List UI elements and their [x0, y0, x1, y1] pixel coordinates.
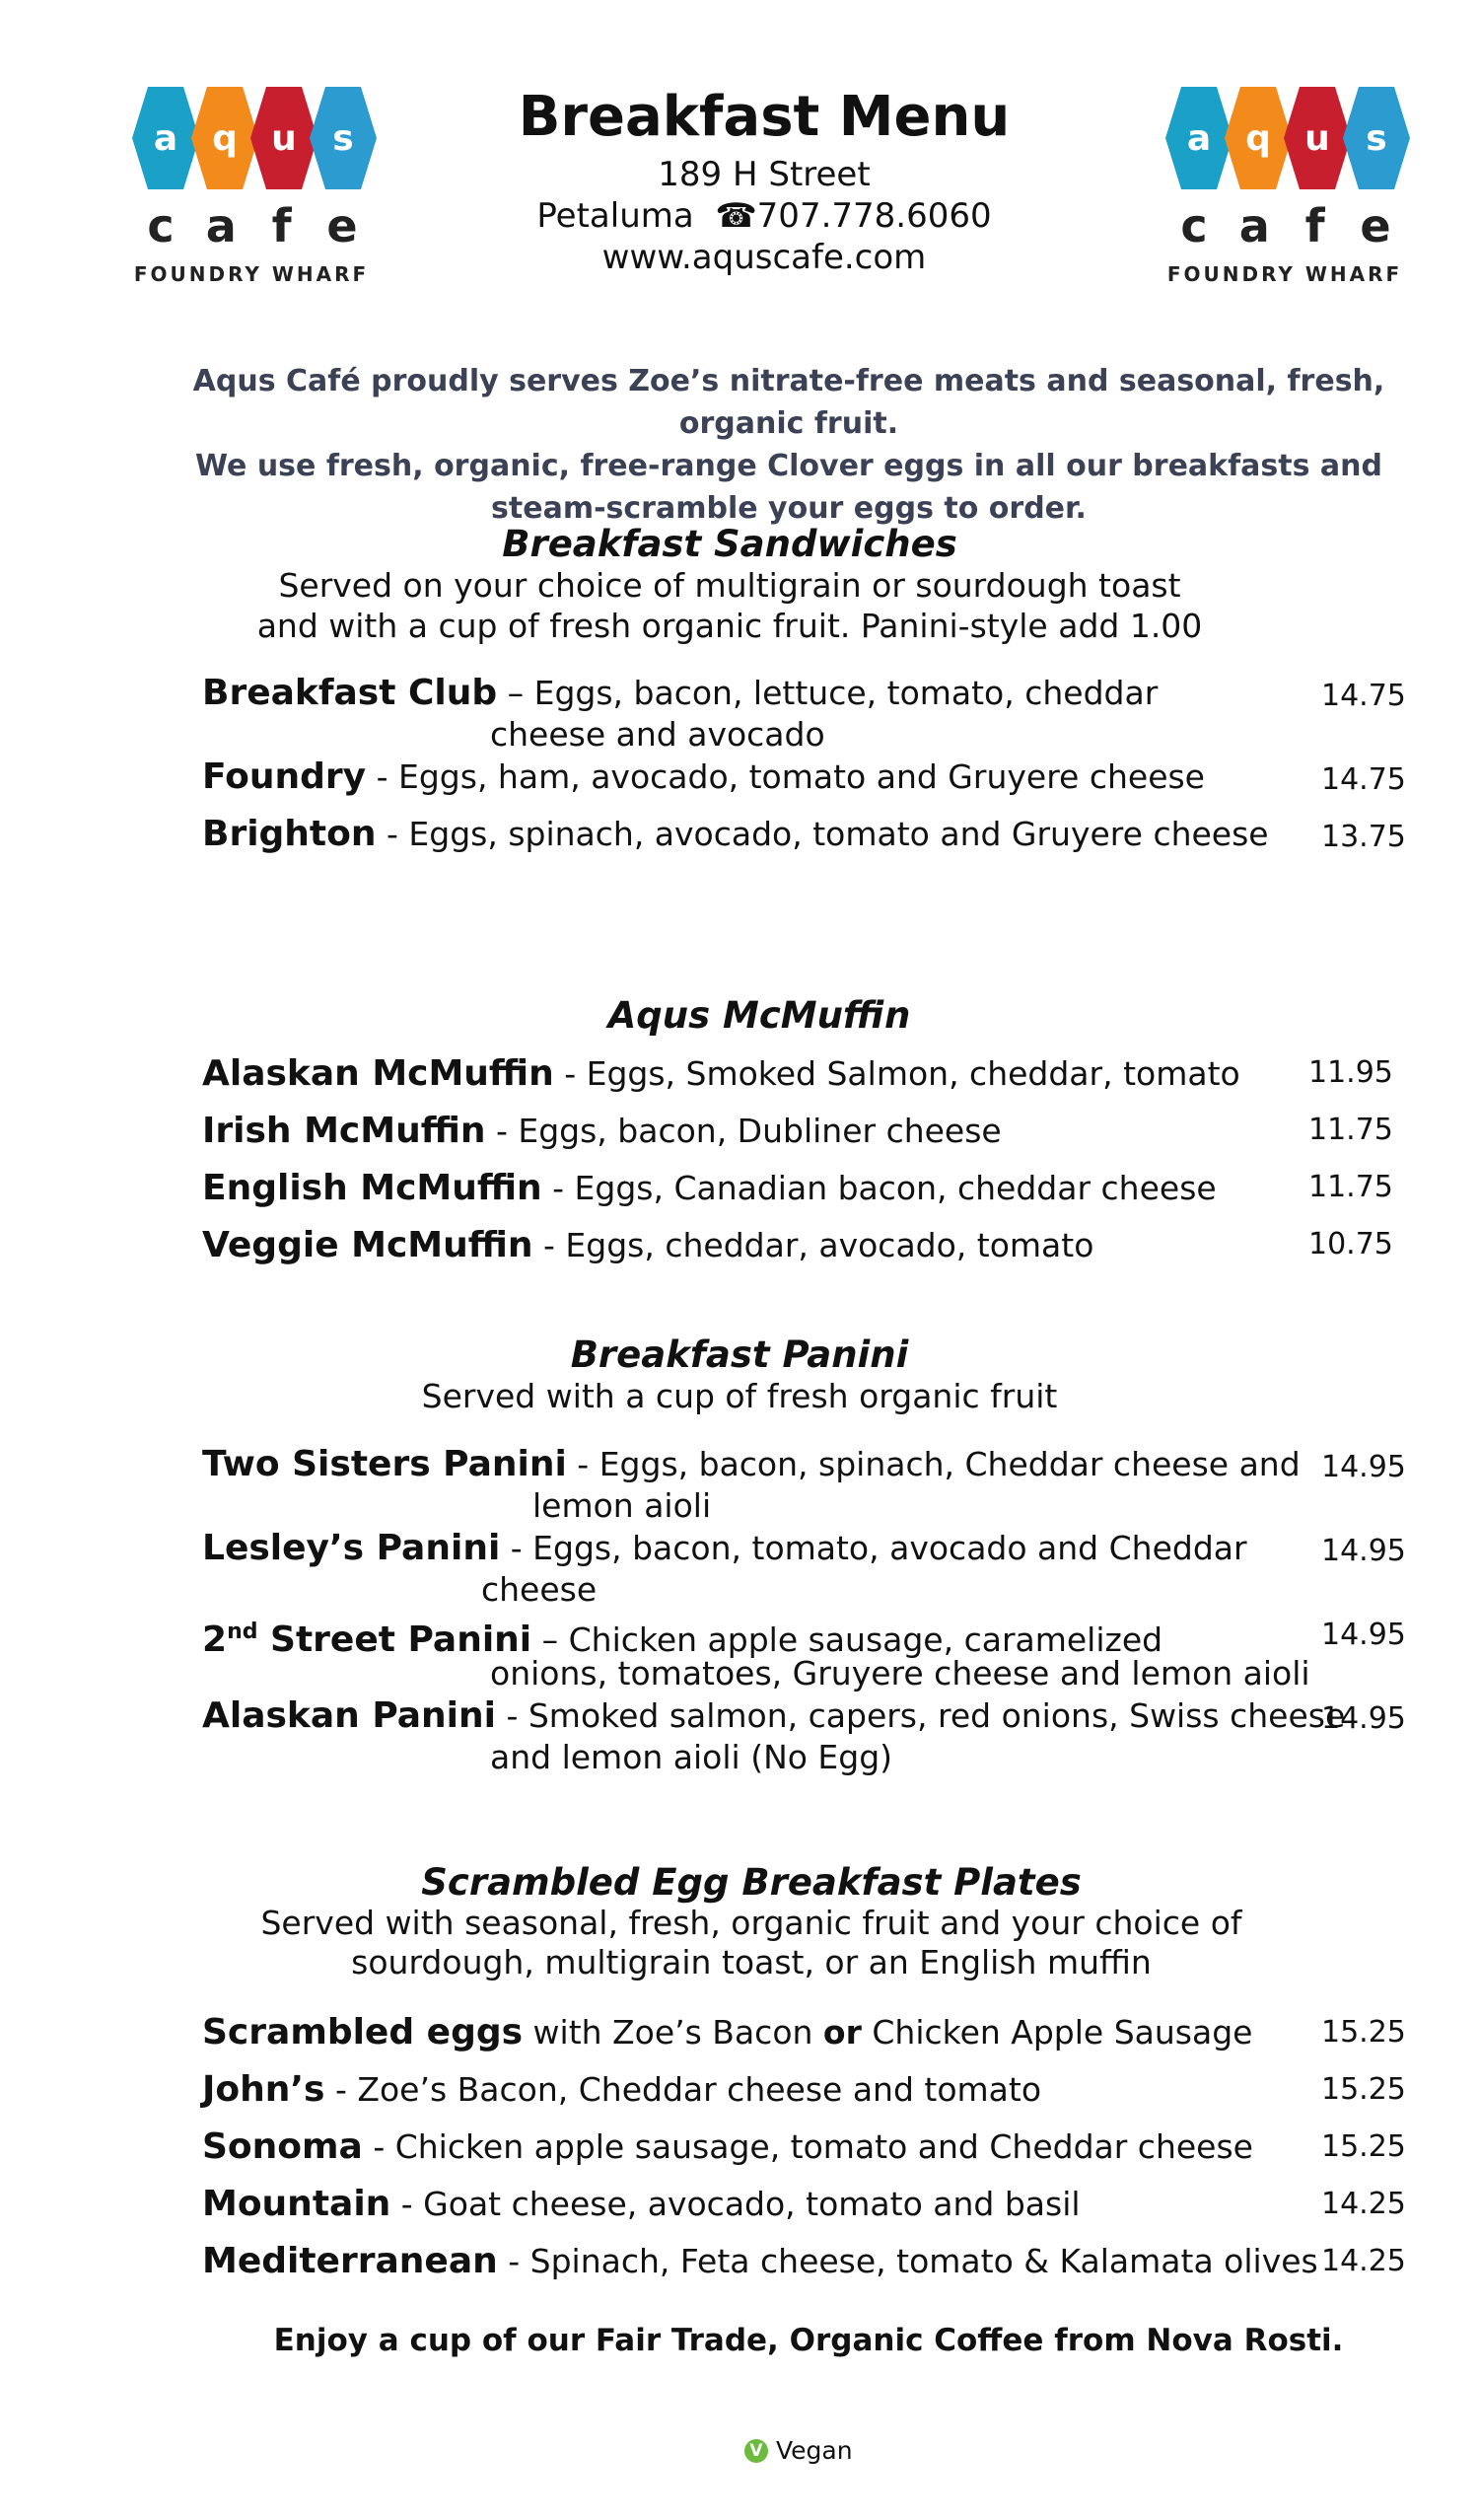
item-desc: - Eggs, Smoked Salmon, cheddar, tomato: [553, 1054, 1240, 1093]
item-price: 11.95: [1308, 1055, 1393, 1090]
svg-text:q: q: [1245, 118, 1271, 159]
coffee-note: Enjoy a cup of our Fair Trade, Organic Coffee from Nova Rosti.: [273, 2323, 1344, 2358]
item-price: 10.75: [1308, 1227, 1393, 1261]
website-link[interactable]: www.aquscafe.com: [601, 238, 927, 277]
menu-item: [202, 2185, 1081, 2224]
menu-item: [202, 2013, 1252, 2052]
menu-item: [202, 1054, 1240, 1094]
section-sub: Served on your choice of multigrain or sourdough toast: [278, 566, 1181, 605]
city-phone: [444, 196, 1085, 236]
item-desc: - Goat cheese, avocado, tomato and basil: [390, 2185, 1081, 2223]
page-title: Breakfast Menu: [518, 85, 1011, 149]
item-desc: - Zoe’s Bacon, Cheddar cheese and tomato: [324, 2070, 1042, 2109]
item-name: Veggie McMuffin: [202, 1225, 533, 1265]
street-address: 189 H Street: [658, 155, 871, 194]
item-desc: - Eggs, spinach, avocado, tomato and Gruyere cheese: [376, 815, 1269, 853]
vegan-legend: [744, 2436, 853, 2465]
logo-hexagons: [118, 79, 385, 197]
menu-item: [202, 2070, 1041, 2110]
menu-item: [202, 815, 1269, 854]
item-name: 2nd Street Panini: [202, 1620, 532, 1660]
item-price: 15.25: [1321, 2129, 1406, 2164]
item-price: 13.75: [1321, 820, 1406, 854]
svg-text:a: a: [1186, 118, 1212, 159]
menu-item: [202, 1445, 1301, 1484]
item-name: Breakfast Club: [202, 673, 498, 713]
item-desc-cont: cheese: [481, 1570, 598, 1609]
logo-cafe-letter: a: [205, 199, 237, 252]
logo-cafe-letter: f: [271, 199, 292, 252]
item-desc: - Spinach, Feta cheese, tomato & Kalamata olives: [497, 2242, 1318, 2280]
menu-item: [202, 1226, 1093, 1265]
logo-cafe-letter: c: [147, 199, 175, 252]
aqus-logo-left: [118, 79, 385, 286]
item-price: 14.95: [1321, 1450, 1406, 1484]
svg-text:u: u: [1304, 118, 1330, 159]
intro-line: steam-scramble your eggs to order.: [491, 491, 1087, 526]
item-name: Alaskan McMuffin: [202, 1053, 554, 1094]
item-desc-cont: and lemon aioli (No Egg): [490, 1738, 893, 1776]
menu-item: [202, 1112, 1002, 1151]
section-title-panini: Breakfast Panini: [570, 1333, 909, 1376]
item-desc-or: or: [822, 2013, 862, 2052]
logo-subtitle: FOUNDRY WHARF: [133, 262, 370, 286]
item-name: Foundry: [202, 756, 367, 797]
intro-line: Aqus Café proudly serves Zoe’s nitrate-free meats and seasonal, fresh, organic fruit.: [192, 364, 1385, 441]
section-sub: sourdough, multigrain toast, or an English muffin: [351, 1943, 1152, 1981]
item-desc: - Eggs, Canadian bacon, cheddar cheese: [541, 1169, 1217, 1207]
item-name: Mediterranean: [202, 2241, 498, 2281]
item-price: 14.95: [1321, 1618, 1406, 1652]
section-sub: Served with seasonal, fresh, organic fruit and your choice of: [260, 1904, 1242, 1942]
section-title-sandwiches: Breakfast Sandwiches: [502, 523, 957, 565]
item-desc: - Chicken apple sausage, tomato and Cheddar cheese: [362, 2127, 1253, 2166]
logo-letter: q: [212, 118, 238, 159]
vegan-label: Vegan: [776, 2436, 853, 2465]
section-sub: Served with a cup of fresh organic fruit: [421, 1377, 1058, 1415]
item-desc: - Eggs, bacon, tomato, avocado and Cheddar: [500, 1529, 1247, 1567]
item-price: 15.25: [1321, 2072, 1406, 2107]
item-name: Mountain: [202, 2184, 391, 2224]
logo-cafe: [138, 199, 365, 252]
logo-subtitle: FOUNDRY WHARF: [1166, 262, 1403, 286]
item-price: 11.75: [1308, 1170, 1393, 1204]
menu-item: [202, 1613, 1162, 1660]
item-desc: - Eggs, bacon, Dubliner cheese: [485, 1112, 1002, 1150]
item-desc: – Eggs, bacon, lettuce, tomato, cheddar: [497, 674, 1159, 712]
intro-text: [138, 360, 1440, 530]
item-desc: with Zoe’s Bacon: [523, 2013, 823, 2052]
menu-item: [202, 2242, 1318, 2281]
item-desc: - Eggs, bacon, spinach, Cheddar cheese and: [566, 1445, 1301, 1483]
item-desc-cont: onions, tomatoes, Gruyere cheese and lemon aioli: [490, 1654, 1310, 1692]
item-price: 14.95: [1321, 1534, 1406, 1568]
item-desc: - Eggs, ham, avocado, tomato and Gruyere cheese: [366, 757, 1205, 796]
logo-letter: a: [153, 118, 178, 159]
item-desc-cont: lemon aioli: [532, 1486, 712, 1525]
item-price: 14.95: [1321, 1701, 1406, 1736]
svg-text:s: s: [1366, 118, 1387, 159]
menu-item: [202, 1696, 1345, 1736]
item-desc: - Eggs, cheddar, avocado, tomato: [532, 1226, 1094, 1264]
vegan-icon: V: [744, 2439, 768, 2463]
menu-item: [202, 2127, 1253, 2167]
menu-item: [202, 674, 1158, 713]
logo-letter: u: [271, 118, 297, 159]
item-desc: Chicken Apple Sausage: [861, 2013, 1253, 2052]
item-name: Irish McMuffin: [202, 1111, 486, 1151]
phone-number: ☎707.778.6060: [715, 196, 992, 236]
item-name: John’s: [202, 2069, 325, 2110]
aqus-logo-right: [1152, 79, 1418, 286]
item-name: English McMuffin: [202, 1168, 542, 1208]
item-price: 15.25: [1321, 2015, 1406, 2050]
item-desc: – Chicken apple sausage, caramelized: [531, 1620, 1163, 1659]
item-name: Lesley’s Panini: [202, 1528, 501, 1568]
item-name: Scrambled eggs: [202, 2012, 524, 2052]
item-price: 14.25: [1321, 2187, 1406, 2221]
item-name: Brighton: [202, 814, 377, 854]
logo-cafe: c a f e: [1180, 199, 1391, 252]
item-name: Two Sisters Panini: [202, 1444, 567, 1484]
item-name: Sonoma: [202, 2126, 363, 2167]
section-title-mcmuffin: Aqus McMuffin: [607, 994, 911, 1037]
section-sub: and with a cup of fresh organic fruit. Panini-style add 1.00: [256, 607, 1203, 645]
menu-item: [202, 1169, 1217, 1208]
intro-line: We use fresh, organic, free-range Clover eggs in all our breakfasts and: [195, 449, 1382, 483]
item-name: Alaskan Panini: [202, 1695, 496, 1736]
city: Petaluma: [536, 196, 694, 236]
section-title-plates: Scrambled Egg Breakfast Plates: [421, 1861, 1082, 1904]
item-price: 14.75: [1321, 762, 1406, 797]
logo-letter: s: [332, 118, 354, 159]
item-price: 14.25: [1321, 2244, 1406, 2278]
item-desc: - Smoked salmon, capers, red onions, Swiss cheese: [495, 1696, 1346, 1735]
logo-hexagons: [1152, 79, 1418, 197]
item-price: 11.75: [1308, 1113, 1393, 1147]
menu-item: [202, 1529, 1247, 1568]
item-desc-cont: cheese and avocado: [490, 715, 825, 754]
item-price: 14.75: [1321, 679, 1406, 713]
logo-cafe-letter: e: [326, 199, 358, 252]
menu-item: [202, 757, 1205, 797]
